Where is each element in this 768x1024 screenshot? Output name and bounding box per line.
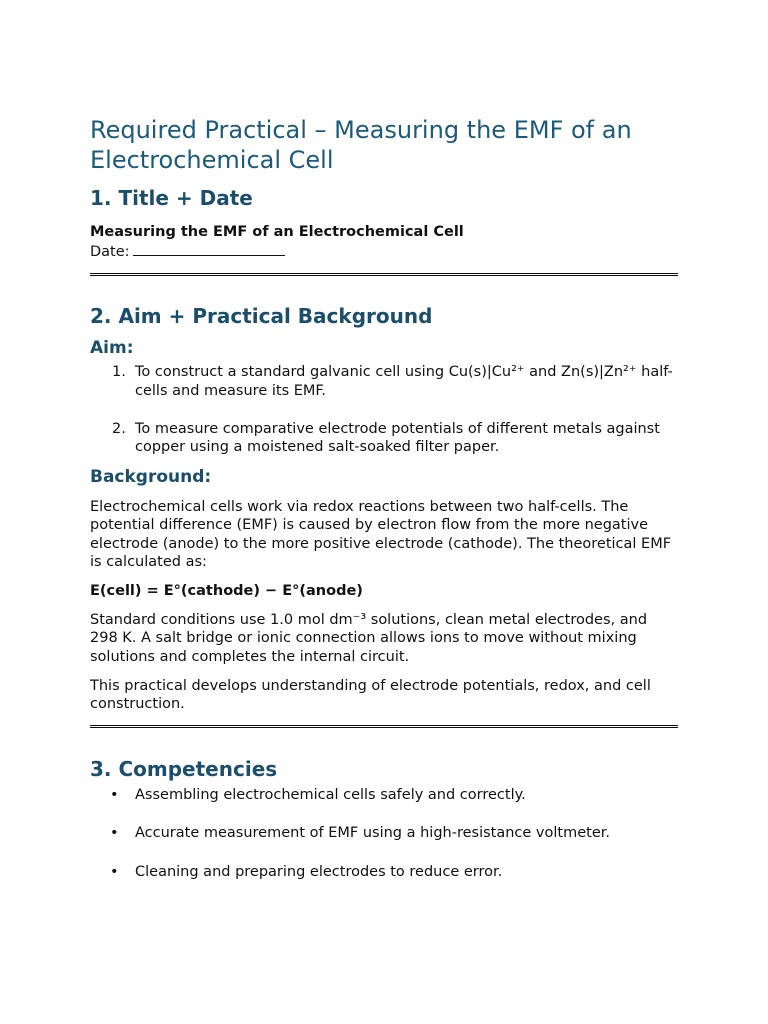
- list-item: [90, 420, 678, 456]
- background-paragraph: This practical develops understanding of electrode potentials, redox, and cell construction.: [90, 677, 651, 713]
- date-label: Date:: [90, 244, 130, 261]
- list-number: 1.: [112, 364, 126, 381]
- list-item: [90, 786, 678, 804]
- document-title: Required Practical – Measuring the EMF of an Electrochemical Cell: [90, 116, 632, 174]
- list-item-text: To construct a standard galvanic cell using Cu(s)|Cu²⁺ and Zn(s)|Zn²⁺ half-cells and measure its EMF.: [135, 364, 673, 399]
- background-paragraph: Standard conditions use 1.0 mol dm⁻³ solutions, clean metal electrodes, and 298 K. A salt bridge or ionic connection allows ions to move without mixing solutions and completes the internal circuit.: [90, 612, 648, 665]
- section-1-heading: 1. Title + Date: [90, 186, 253, 210]
- date-line: [90, 241, 678, 261]
- list-item-text: Cleaning and preparing electrodes to reduce error.: [135, 863, 503, 880]
- emf-equation: E(cell) = E°(cathode) − E°(anode): [90, 583, 363, 600]
- list-item-text: To measure comparative electrode potentials of different metals against copper using a moistened salt-soaked filter paper.: [135, 420, 660, 456]
- list-item: [90, 363, 678, 399]
- list-item: [90, 824, 678, 842]
- section-2-heading: 2. Aim + Practical Background: [90, 304, 433, 329]
- competency-list: [90, 786, 678, 881]
- aim-heading: Aim:: [90, 338, 134, 359]
- date-blank-field: [133, 241, 285, 256]
- bullet-icon: •: [110, 787, 119, 804]
- list-item-text: Accurate measurement of EMF using a high-resistance voltmeter.: [135, 825, 610, 842]
- bullet-icon: •: [110, 863, 119, 880]
- list-item: [90, 863, 678, 881]
- bullet-icon: •: [110, 825, 119, 842]
- list-number: 2.: [112, 420, 126, 437]
- list-item-text: Assembling electrochemical cells safely and correctly.: [135, 787, 526, 804]
- section-divider: [90, 725, 678, 728]
- practical-title: Measuring the EMF of an Electrochemical Cell: [90, 224, 464, 240]
- section-3-heading: 3. Competencies: [90, 757, 278, 782]
- background-heading: Background:: [90, 467, 212, 488]
- background-paragraph: Electrochemical cells work via redox reactions between two half-cells. The potential difference (EMF) is caused by electron flow from the more negative electrode (anode) to the more positive electrode (cathode). The theoretical EMF is calculated as:: [90, 499, 672, 570]
- aim-list: [90, 363, 678, 456]
- section-divider: [90, 273, 678, 276]
